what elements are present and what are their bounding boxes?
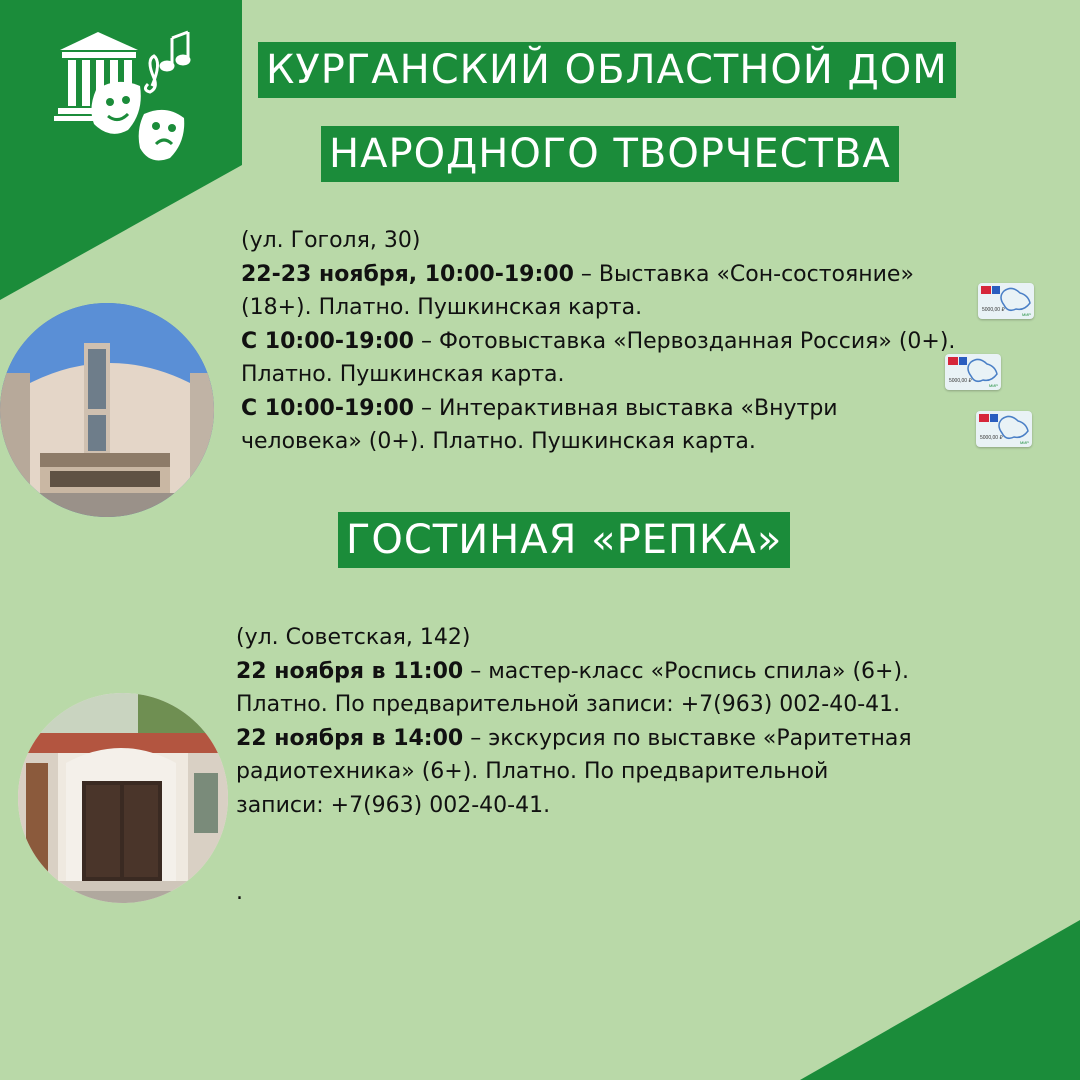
event-3-line-1: С 10:00-19:00 – Интерактивная выставка «Внутри — [241, 395, 838, 421]
event-1-line-2: (18+). Платно. Пушкинская карта. — [241, 295, 643, 320]
section1-events — [241, 224, 955, 459]
theatre-masks-icon — [91, 82, 184, 161]
pushkin-card-icon — [945, 354, 1001, 390]
event-5-line-3: записи: +7(963) 002-40-41. — [236, 792, 551, 818]
repka-gallery-photo — [18, 693, 228, 903]
section2-title: ГОСТИНАЯ «РЕПКА» — [338, 512, 790, 568]
svg-text:МИР: МИР — [1020, 440, 1029, 445]
page-title-line-2: НАРОДНОГО ТВОРЧЕСТВА — [321, 126, 899, 182]
svg-text:МИР: МИР — [989, 383, 998, 388]
event-2-line-1: С 10:00-19:00 – Фотовыставка «Первозданная Россия» (0+). — [241, 328, 956, 354]
event-3-line-2: человека» (0+). Платно. Пушкинская карта. — [241, 429, 756, 454]
trailing-dot: . — [236, 880, 243, 905]
theatre-logo-icon — [52, 28, 202, 168]
event-5-line-2: радиотехника» (6+). Платно. По предварительной — [236, 759, 829, 784]
bottom-right-green-corner — [800, 920, 1080, 1080]
event-5-line-1: 22 ноября в 14:00 – экскурсия по выставке «Раритетная — [236, 725, 912, 751]
card-amount: 5000,00 ₽ — [982, 307, 1005, 313]
music-note-icon — [145, 32, 189, 92]
section2-address: (ул. Советская, 142) — [236, 625, 471, 650]
event-4-line-1: 22 ноября в 11:00 – мастер-класс «Роспись спила» (6+). — [236, 658, 910, 684]
section2-events — [236, 621, 912, 822]
pushkin-card-icon — [976, 411, 1032, 447]
house-of-folk-art-photo — [0, 303, 214, 517]
section1-address: (ул. Гоголя, 30) — [241, 228, 421, 253]
svg-text:МИР: МИР — [1022, 312, 1031, 317]
pushkin-card-icon — [978, 283, 1034, 319]
event-2-line-2: Платно. Пушкинская карта. — [241, 362, 565, 387]
card-amount: 5000,00 ₽ — [980, 435, 1003, 441]
event-1-line-1: 22-23 ноября, 10:00-19:00 – Выставка «Сон-состояние» — [241, 261, 914, 287]
page-title-line-1: КУРГАНСКИЙ ОБЛАСТНОЙ ДОМ — [258, 42, 956, 98]
card-amount: 5000,00 ₽ — [949, 378, 972, 384]
event-4-line-2: Платно. По предварительной записи: +7(963) 002-40-41. — [236, 692, 901, 717]
